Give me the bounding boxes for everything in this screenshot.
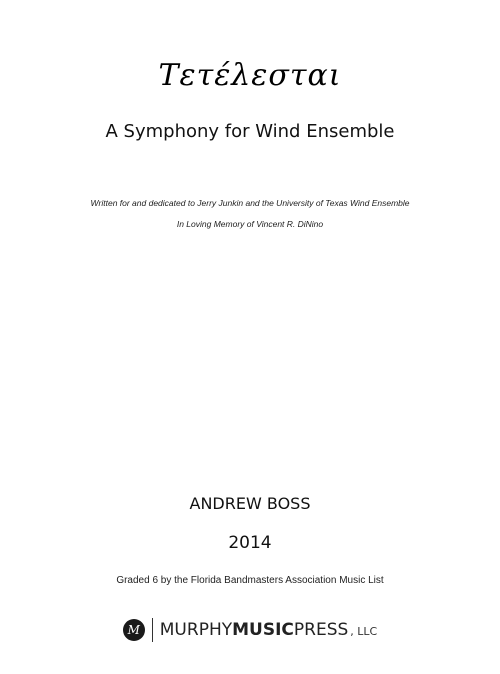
grading-note: Graded 6 by the Florida Bandmasters Association Music List [116,575,384,586]
publisher-logo [0,618,500,642]
memorial-line: In Loving Memory of Vincent R. DiNino [176,219,324,229]
logo-divider [152,618,153,642]
publisher-suffix: , LLC [350,625,378,638]
composer-name: ANDREW BOSS [189,494,311,513]
publisher-name [160,620,377,640]
composition-year: 2014 [228,533,272,553]
publisher-name-part: MUSIC [232,620,294,640]
work-title: Τετέλεσται [158,58,342,93]
publisher-name-part: MURPHY [159,620,233,640]
work-subtitle: A Symphony for Wind Ensemble [105,121,395,142]
publisher-monogram-icon: M [123,619,145,641]
dedication-line: Written for and dedicated to Jerry Junkin and the University of Texas Wind Ensemble [90,198,410,208]
publisher-name-part: PRESS [293,620,349,640]
